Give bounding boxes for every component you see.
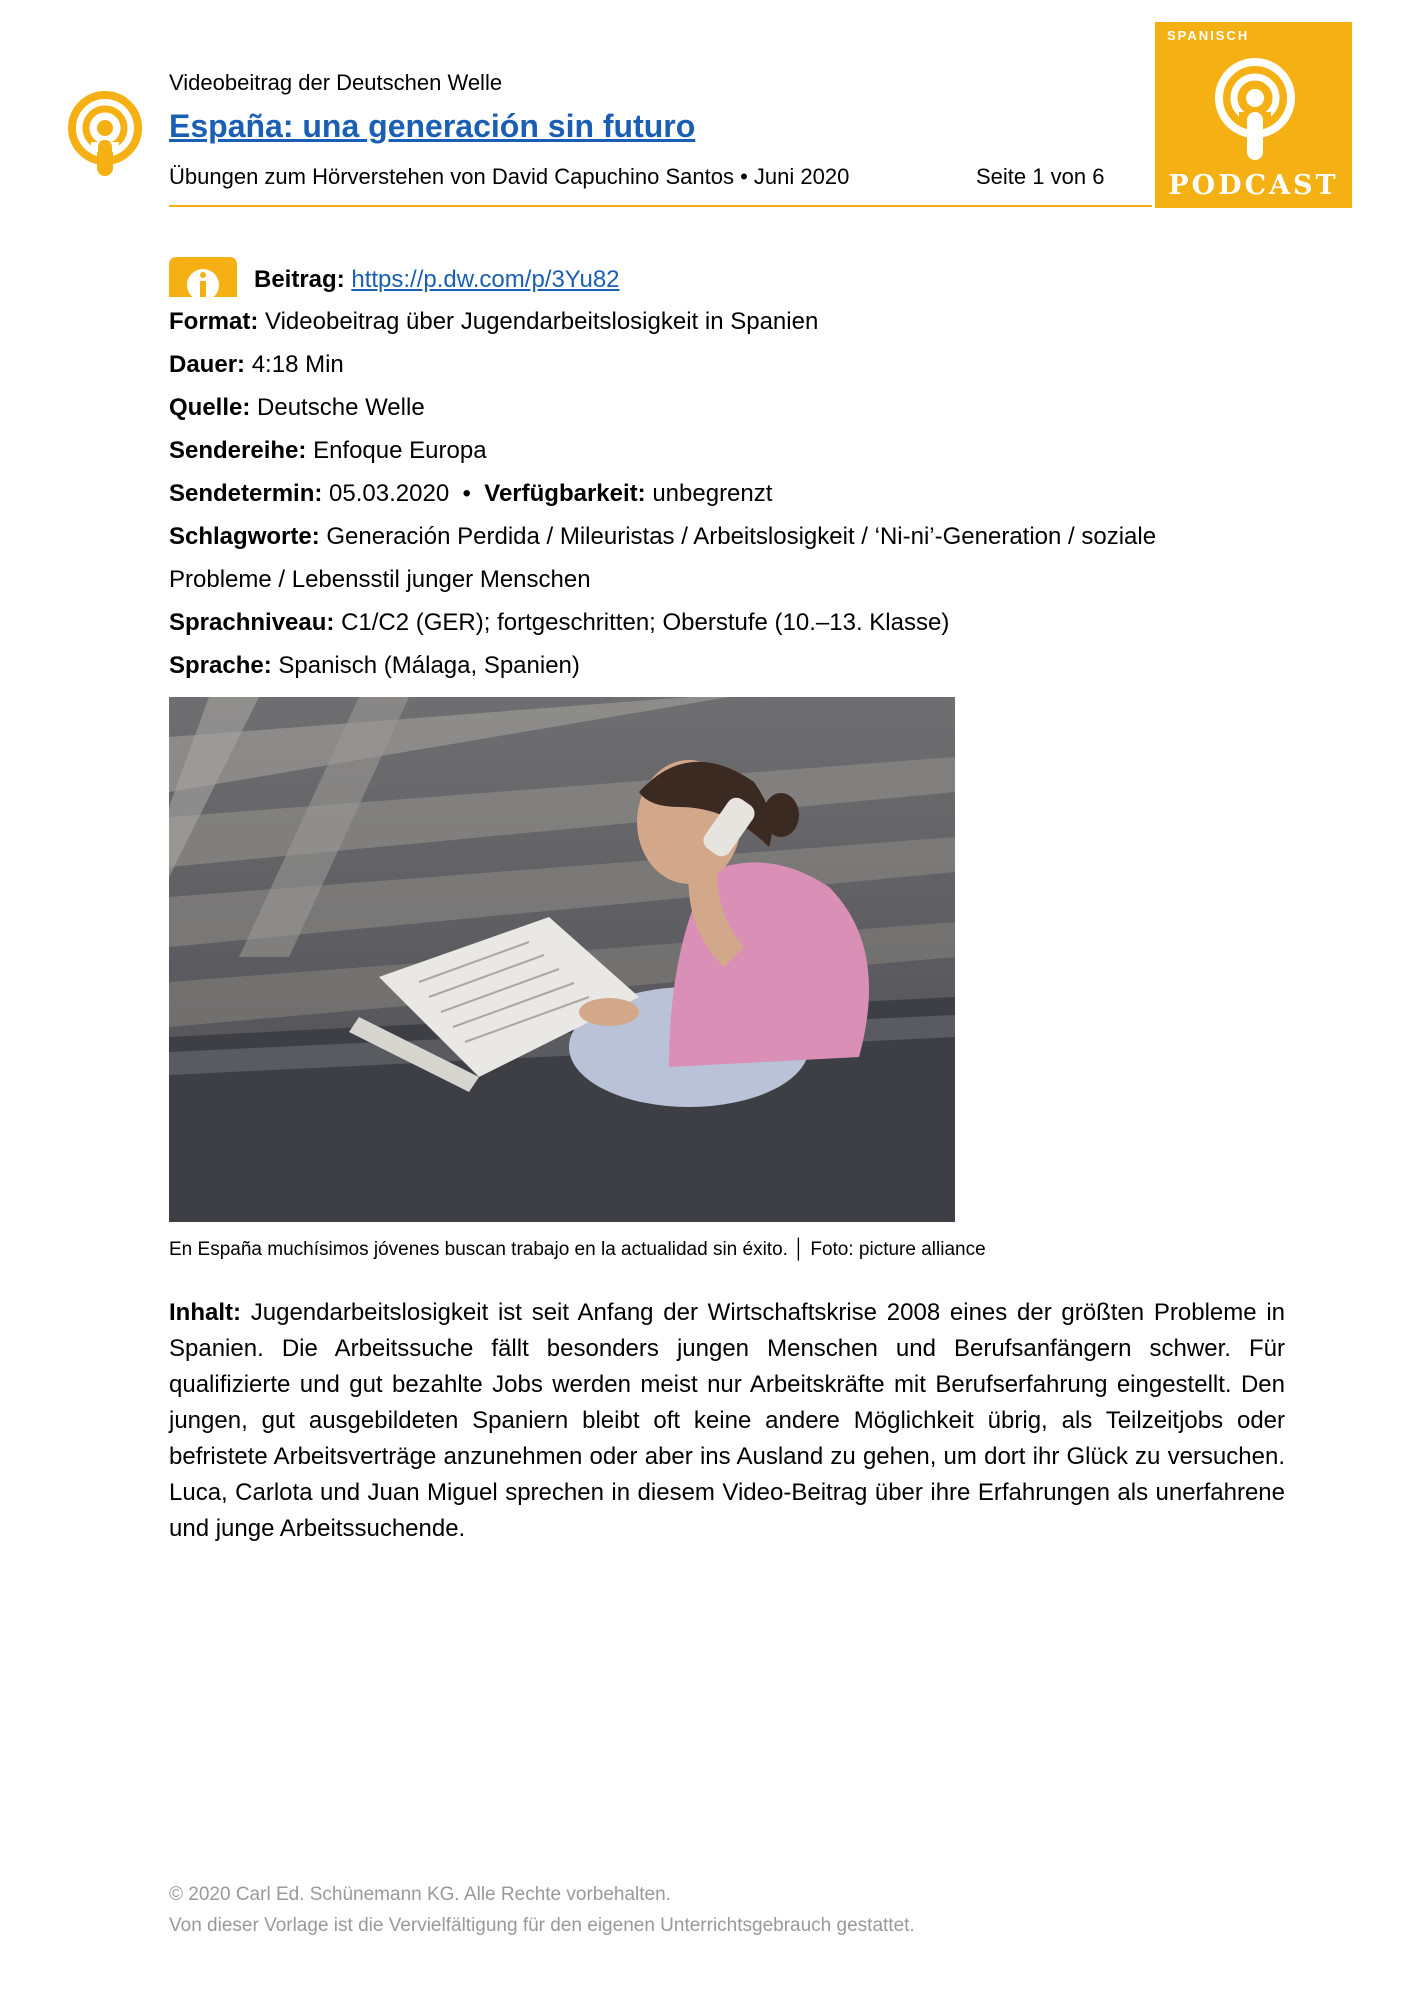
header-divider xyxy=(169,205,1152,207)
format-line xyxy=(169,307,818,337)
sendereihe-value: Enfoque Europa xyxy=(313,437,487,464)
subtitle-line: Übungen zum Hörverstehen von David Capuchino Santos • Juni 2020 xyxy=(169,164,850,189)
schlagworte-line xyxy=(169,522,1156,552)
page-title[interactable]: España: una generación sin futuro xyxy=(169,108,696,144)
dauer-label: Dauer: xyxy=(169,351,246,378)
dauer-line xyxy=(169,350,344,380)
brand-bottom-label: PODCAST xyxy=(1168,170,1339,201)
schlagworte-line-2: Probleme / Lebensstil junger Menschen xyxy=(169,566,591,593)
publisher-line: Videobeitrag der Deutschen Welle xyxy=(169,70,503,95)
podcast-logo-icon xyxy=(1213,56,1297,166)
sendetermin-line xyxy=(169,479,772,509)
page-number: Seite 1 von 6 xyxy=(976,164,1105,189)
verfuegbarkeit-value: unbegrenzt xyxy=(652,480,773,507)
sprachniveau-label: Sprachniveau: xyxy=(169,609,335,636)
schlagworte-label: Schlagworte: xyxy=(169,523,320,550)
beitrag-line xyxy=(254,265,620,295)
format-label: Format: xyxy=(169,308,259,335)
footer-copyright: © 2020 Carl Ed. Schünemann KG. Alle Rechte vorbehalten. xyxy=(169,1884,671,1905)
sendereihe-line xyxy=(169,436,487,466)
dauer-value: 4:18 Min xyxy=(251,351,344,378)
verfuegbarkeit-label: Verfügbarkeit: xyxy=(484,480,646,507)
content-text: Jugendarbeitslosigkeit ist seit Anfang der Wirtschaftskrise 2008 eines der größten Probleme in Spanien. Die Arbeitssuche fällt besonders jungen Menschen und Berufsanfängern schwer. Für qualifizierte und gut bezahlte Jobs werden meist nur Arbeitskräfte mit Berufserfahrung eingestellt. Den jungen, gut ausgebildeten Spaniern bleibt oft keine andere Möglichkeit übrig, als Teilzeitjobs oder befristete Arbeitsverträge anzunehmen oder aber ins Ausland zu gehen, um dort ihr Glück zu versuchen. Luca, Carlota und Juan Miguel sprechen in diesem Video-Beitrag über ihre Erfahrungen als unerfahrene und junge Arbeitssuchende. xyxy=(169,1299,1286,1542)
beitrag-label: Beitrag: xyxy=(254,266,345,293)
photo-caption: En España muchísimos jóvenes buscan trabajo en la actualidad sin éxito. │ Foto: picture alliance xyxy=(169,1239,986,1260)
sendetermin-value: 05.03.2020 xyxy=(329,480,450,507)
info-icon xyxy=(169,257,237,297)
brand-top-label: SPANISCH xyxy=(1167,28,1250,43)
photo-woman-reading-newspaper xyxy=(169,697,955,1222)
sendereihe-label: Sendereihe: xyxy=(169,437,307,464)
quelle-label: Quelle: xyxy=(169,394,251,421)
podcast-icon xyxy=(65,88,145,180)
beitrag-link[interactable]: https://p.dw.com/p/3Yu82 xyxy=(351,266,620,293)
footer-note: Von dieser Vorlage ist die Vervielfältigung für den eigenen Unterrichtsgebrauch gestattet. xyxy=(169,1915,915,1936)
format-value: Videobeitrag über Jugendarbeitslosigkeit in Spanien xyxy=(265,308,819,335)
schlagworte-value: Generación Perdida / Mileuristas / Arbeitslosigkeit / ‘Ni-ni’-Generation / soziale xyxy=(326,523,1157,550)
sprache-value: Spanisch (Málaga, Spanien) xyxy=(278,652,580,679)
spanisch-podcast-logo xyxy=(1155,22,1352,208)
quelle-value: Deutsche Welle xyxy=(257,394,425,421)
sprache-label: Sprache: xyxy=(169,652,272,679)
quelle-line xyxy=(169,393,425,423)
content-paragraph xyxy=(169,1295,1285,1547)
content-label: Inhalt: xyxy=(169,1299,241,1326)
sprachniveau-line xyxy=(169,608,949,638)
bullet-separator: • xyxy=(462,480,471,507)
sprache-line xyxy=(169,651,580,681)
sendetermin-label: Sendetermin: xyxy=(169,480,323,507)
sprachniveau-value: C1/C2 (GER); fortgeschritten; Oberstufe (10.–13. Klasse) xyxy=(341,609,950,636)
